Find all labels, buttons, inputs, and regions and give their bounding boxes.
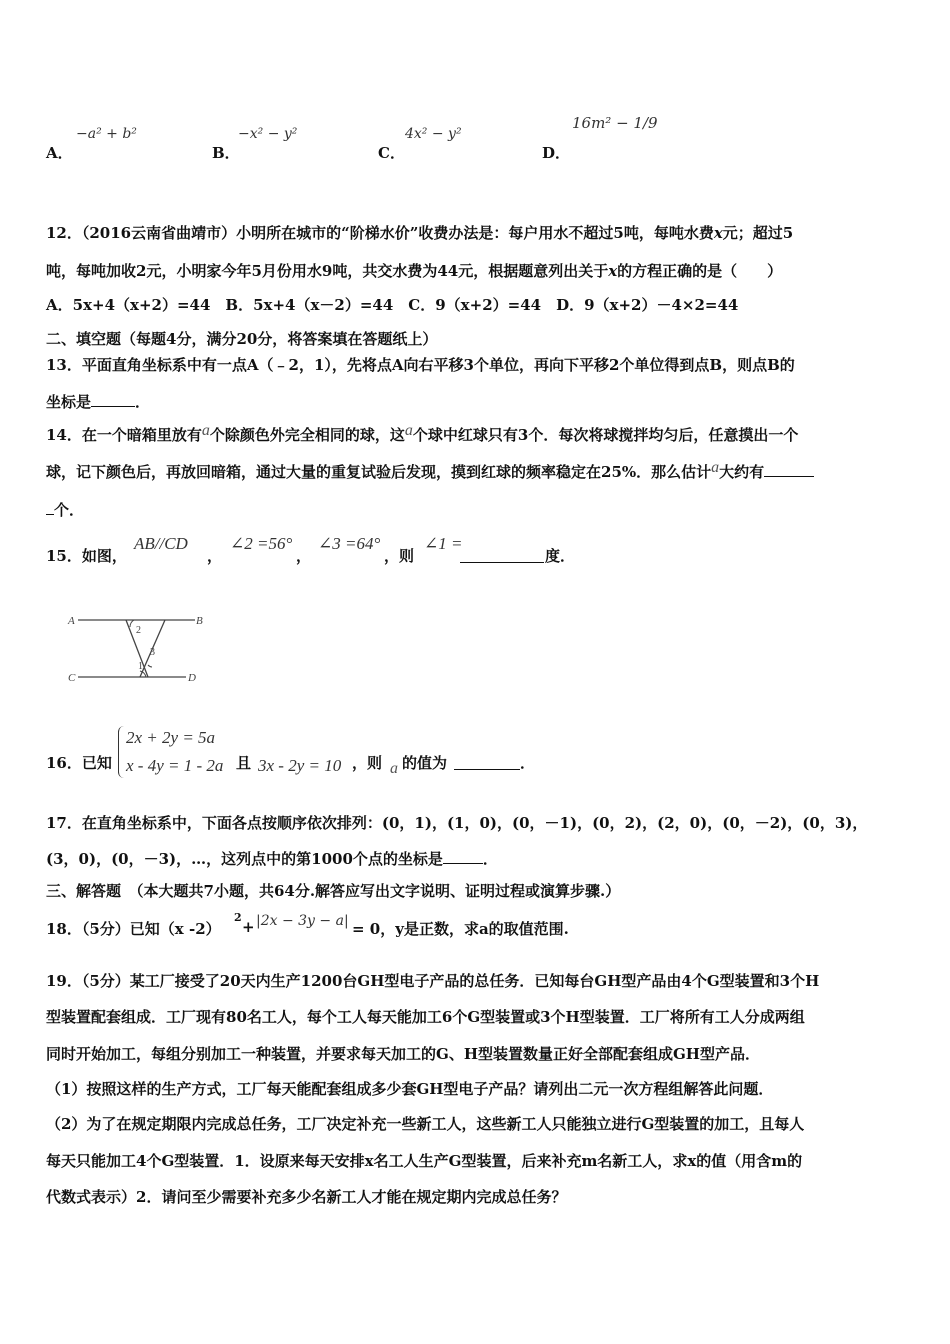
q19-part2-line1: （2）为了在规定期限内完成总任务，工厂决定补充一些新工人，这些新工人只能独立进行G型装置的加工，且每人	[46, 1115, 805, 1133]
q16-var-a: a	[390, 760, 398, 777]
q15-line	[46, 545, 127, 566]
q14-var-a: a	[201, 422, 210, 439]
q15-figure	[60, 605, 210, 690]
option-d-label: D．	[542, 144, 571, 162]
label-a: A	[68, 615, 75, 627]
q12-options: A．5x+4（x+2）=44 B．5x+4（x－2）=44 C．9（x+2）=44 D．9（x+2）－4×2=44	[46, 296, 739, 314]
q14-line1	[46, 424, 798, 445]
q19-line3: 同时开始加工，每组分别加工一种装置，并要求每天加工的G、H型装置数量正好全部配套组成GH型产品．	[46, 1045, 760, 1063]
option-b-label: B．	[212, 144, 240, 162]
q14-answer-blank	[764, 462, 814, 477]
q14-line2	[46, 461, 814, 482]
option-a-expr: −a² + b²	[76, 126, 137, 142]
q16-tail: 的值为	[402, 754, 448, 772]
option-a-label: A．	[46, 144, 73, 162]
q13-end: ．	[135, 393, 151, 411]
q16-eq1: 2x + 2y = 5a	[126, 728, 216, 747]
angle-2-arc	[130, 620, 134, 627]
q16-eq3: 3x - 2y = 10	[258, 756, 342, 775]
option-c-expr: 4x² − y²	[405, 126, 462, 142]
angle-3-arc	[148, 665, 152, 667]
q19-part2-line3: 代数式表示）2．请问至少需要补充多少名新工人才能在规定期内完成总任务？	[46, 1188, 567, 1206]
q13-line2	[46, 391, 150, 412]
q18-sup: 2	[234, 911, 242, 924]
q12-var-x2: x	[608, 262, 618, 280]
q16-answer-blank	[454, 755, 520, 770]
q16-and: 且	[236, 754, 252, 772]
q14-line2b: 大约有	[719, 463, 765, 481]
q14-line2a: 球，记下颜色后，再放回暗箱，通过大量的重复试验后发现，摸到红球的频率稳定在25%．那么估计	[46, 463, 712, 481]
q16-end: ．	[520, 754, 536, 772]
label-b: B	[196, 615, 203, 627]
q15-cond3: ∠3 =64°	[318, 534, 381, 553]
q19-line1: 19．（5分）某工厂接受了20天内生产1200台GH型电子产品的总任务．已知每台GH型产品由4个G型装置和3个H	[46, 972, 820, 990]
q17-line2	[46, 848, 498, 869]
q14-line3	[46, 499, 84, 520]
q14-var-a2: a	[404, 422, 413, 439]
q13-answer-blank	[91, 392, 135, 407]
q12-line1-text: 12．（2016云南省曲靖市）小明所在城市的“阶梯水价”收费办法是：每户用水不超过5吨，每吨水费	[46, 224, 714, 242]
q12-line2	[46, 260, 782, 281]
q15-ask: ，则	[384, 547, 415, 565]
q15-prefix: 15．如图，	[46, 547, 127, 565]
option-b-expr: −x² − y²	[238, 126, 298, 142]
q13-line2-text: 坐标是	[46, 393, 92, 411]
q15-answer-blank	[460, 548, 544, 563]
q15-ask-expr: ∠1 =	[424, 534, 463, 553]
q12-line1	[46, 222, 793, 243]
q17-line2-text: (3，0)，(0，－3)，…，这列点中的第1000个点的坐标是	[46, 850, 443, 868]
q13-line1: 13．平面直角坐标系中有一点A（﹣2，1），先将点A向右平移3个单位，再向下平移2个单位得到点B，则点B的	[46, 356, 795, 374]
label-c: C	[68, 672, 76, 684]
q14-p2: 个除颜色外完全相同的球，这	[209, 426, 405, 444]
option-d-expr: 16m² − 1/9	[572, 114, 658, 132]
q14-p1: 14．在一个暗箱里放有	[46, 426, 202, 444]
q17-answer-blank	[443, 849, 483, 864]
q14-answer-blank-cont	[46, 500, 54, 515]
q12-var-x: x	[713, 224, 723, 242]
q19-part1: （1）按照这样的生产方式，工厂每天能配套组成多少套GH型电子产品？请列出二元一次方程组解答此问题．	[46, 1080, 774, 1098]
q16-eq2: x - 4y = 1 - 2a	[126, 756, 224, 775]
q15-sep2: ，	[296, 547, 312, 565]
label-angle-3: 3	[150, 647, 155, 658]
q15-suffix: 度．	[545, 547, 576, 565]
q16-prefix: 16．已知	[46, 754, 112, 772]
q16-brace	[118, 726, 125, 778]
q18-abs-expr: |2x − 3y − a|	[256, 913, 349, 929]
q12-line2-tail: 的方程正确的是（ ）	[617, 262, 783, 280]
q18-line	[46, 918, 221, 939]
q18-prefix: 18．（5分）已知（x -2）	[46, 920, 221, 938]
q15-sep1: ，	[207, 547, 223, 565]
section3-heading: 三、解答题 （本大题共7小题，共64分.解答应写出文字说明、证明过程或演算步骤.）	[46, 882, 621, 900]
option-c-label: C．	[378, 144, 405, 162]
q14-line3-text: 个．	[54, 501, 85, 519]
q12-line1-tail: 元；超过5	[722, 224, 794, 242]
q17-end: ．	[482, 850, 498, 868]
q18-tail: = 0，y是正数，求a的取值范围.	[352, 920, 569, 938]
q14-var-a3: a	[711, 459, 720, 476]
q15-cond1: AB//CD	[134, 534, 188, 553]
label-angle-2: 2	[136, 625, 141, 636]
q16-system	[126, 724, 223, 780]
label-angle-1: 1	[138, 661, 143, 672]
q14-p3: 个球中红球只有3个．每次将球搅拌均匀后，任意摸出一个	[412, 426, 799, 444]
q19-line2: 型装置配套组成．工厂现有80名工人，每个工人每天能加工6个G型装置或3个H型装置．工厂将所有工人分成两组	[46, 1008, 805, 1026]
q12-line2-text: 吨，每吨加收2元，小明家今年5月份用水9吨，共交水费为44元，根据题意列出关于	[46, 262, 609, 280]
section2-heading: 二、填空题（每题4分，满分20分，将答案填在答题纸上）	[46, 330, 438, 348]
label-d: D	[188, 672, 196, 684]
q19-part2-line2: 每天只能加工4个G型装置．1．设原来每天安排x名工人生产G型装置，后来补充m名新工人，求x的值（用含m的	[46, 1152, 803, 1170]
q16-ask: ，则	[352, 754, 383, 772]
q15-cond2: ∠2 =56°	[230, 534, 293, 553]
q18-plus: +	[242, 918, 255, 936]
q17-line1: 17．在直角坐标系中，下面各点按顺序依次排列：(0，1)，(1，0)，(0，－1)，(0，2)，(2，0)，(0，－2)，(0，3)，	[46, 814, 868, 832]
